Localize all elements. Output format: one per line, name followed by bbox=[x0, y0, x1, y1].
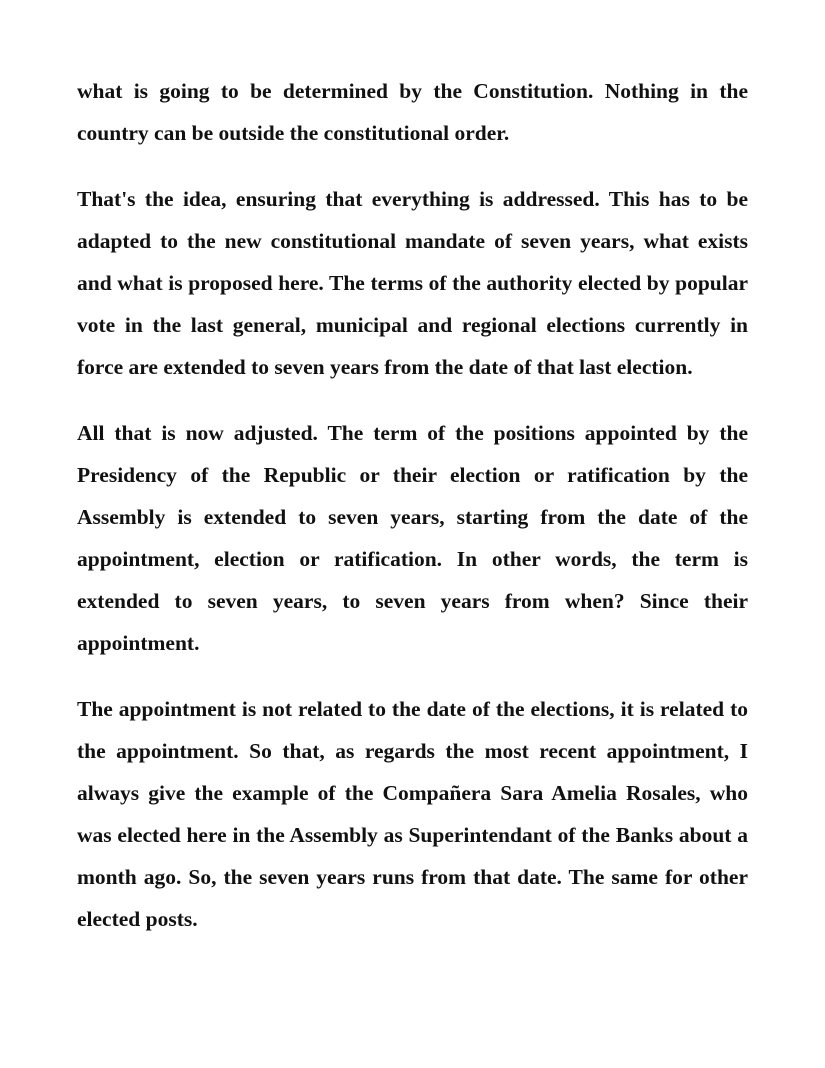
paragraph-4: The appointment is not related to the date of the elections, it is related to the appointment. So that, as regards the most recent appointment, I always give the example of the Compañera Sara Amelia Rosales, who was elected here in the Assembly as Superintendant of the Banks about a month ago. So, the seven years runs from that date. The same for other elected posts. bbox=[77, 697, 748, 931]
paragraph-3: All that is now adjusted. The term of the positions appointed by the Presidency of the Republic or their election or ratification by the Assembly is extended to seven years, starting from the date of the appointment, election or ratification. In other words, the term is extended to seven years, to seven years from when? Since their appointment. bbox=[77, 421, 748, 655]
document-page bbox=[77, 70, 748, 964]
paragraph-2: That's the idea, ensuring that everything is addressed. This has to be adapted to the new constitutional mandate of seven years, what exists and what is proposed here. The terms of the authority elected by popular vote in the last general, municipal and regional elections currently in force are extended to seven years from the date of that last election. bbox=[77, 187, 748, 379]
paragraph-1: what is going to be determined by the Constitution. Nothing in the country can be outside the constitutional order. bbox=[77, 79, 748, 145]
